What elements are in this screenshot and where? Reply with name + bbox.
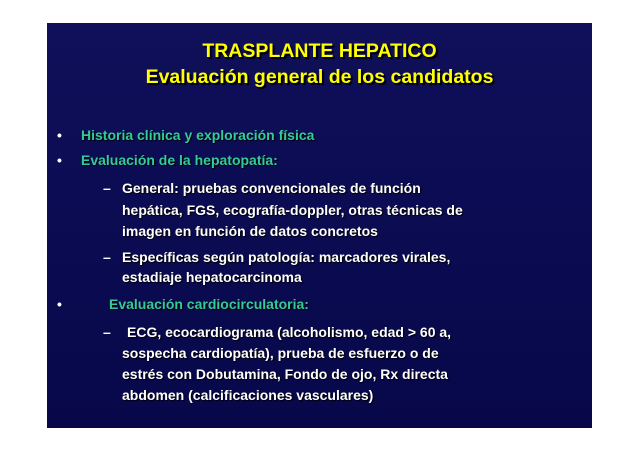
sub-item-ecg-line: sospecha cardiopatía), prueba de esfuerzo o de [122, 345, 439, 361]
bullet-marker: • [57, 127, 62, 143]
sub-item-general-line: General: pruebas convencionales de función [122, 180, 421, 196]
bullet-evaluacion-hepatopatia: Evaluación de la hepatopatía: [81, 152, 278, 168]
sub-item-general-line: imagen en función de datos concretos [122, 223, 378, 239]
slide [47, 23, 592, 428]
sub-item-marker: – [103, 324, 111, 340]
bullet-historia-clinica: Historia clínica y exploración física [81, 127, 315, 143]
sub-item-general-line: hepática, FGS, ecografía-doppler, otras técnicas de [122, 202, 463, 218]
slide-subtitle: Evaluación general de los candidatos [145, 66, 494, 88]
bullet-marker: • [57, 296, 62, 312]
sub-item-especificas-line: Específicas según patología: marcadores virales, [122, 249, 451, 265]
sub-item-ecg-line: ECG, ecocardiograma (alcoholismo, edad > 60 a, [127, 324, 452, 340]
sub-item-marker: – [103, 249, 111, 265]
sub-item-ecg-line: estrés con Dobutamina, Fondo de ojo, Rx directa [122, 366, 448, 382]
slide-title: TRASPLANTE HEPATICO [202, 40, 437, 62]
sub-item-especificas-line: estadiaje hepatocarcinoma [122, 269, 302, 285]
bullet-marker: • [57, 152, 62, 168]
sub-item-ecg-line: abdomen (calcificaciones vasculares) [122, 387, 374, 403]
sub-item-marker: – [103, 180, 111, 196]
bullet-evaluacion-cardiocirculatoria: Evaluación cardiocirculatoria: [109, 296, 309, 312]
